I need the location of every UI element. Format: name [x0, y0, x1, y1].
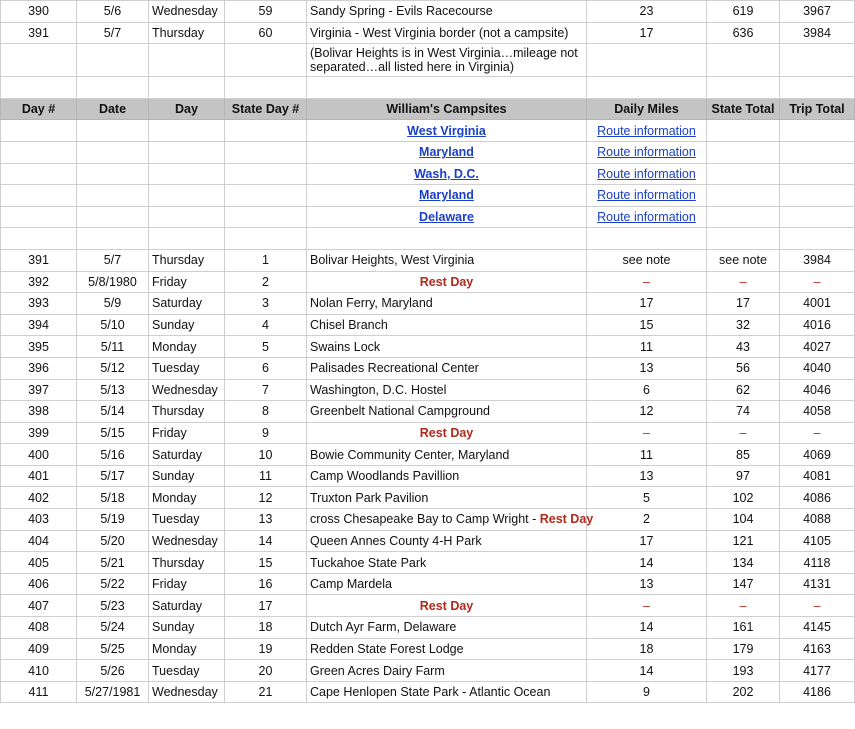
campsite-cell	[307, 595, 587, 617]
date: 5/12	[77, 357, 149, 379]
date: 5/26	[77, 660, 149, 682]
table-row	[1, 465, 855, 487]
trip-total: 3984	[780, 249, 855, 271]
date: 5/8/1980	[77, 271, 149, 293]
table-row	[1, 379, 855, 401]
rest-day-label: Rest Day	[419, 274, 474, 289]
campsite-cell	[307, 422, 587, 444]
state-total: 161	[707, 617, 780, 639]
table-row	[1, 552, 855, 574]
trip-total: 4163	[780, 638, 855, 660]
campsite-name: cross Chesapeake Bay to Camp Wright -	[310, 512, 540, 527]
trip-total: 4081	[780, 465, 855, 487]
state-link-cell	[307, 206, 587, 228]
daily-miles: 9	[587, 681, 707, 703]
trip-total: 4145	[780, 617, 855, 639]
state-day: 13	[225, 509, 307, 531]
campsite-name: Green Acres Dairy Farm	[307, 660, 587, 682]
trip-total: 4088	[780, 509, 855, 531]
daily-miles: see note	[587, 249, 707, 271]
state-total: 636	[707, 22, 780, 44]
empty-cell	[1, 120, 77, 142]
trip-total: 3967	[780, 1, 855, 23]
daily-miles: 14	[587, 617, 707, 639]
state-total: –	[707, 595, 780, 617]
weekday: Monday	[149, 487, 225, 509]
campsite-name: Queen Annes County 4-H Park	[307, 530, 587, 552]
empty-cell	[77, 120, 149, 142]
empty-cell	[707, 120, 780, 142]
trip-total: 3984	[780, 22, 855, 44]
date: 5/21	[77, 552, 149, 574]
header-campsites: William's Campsites	[307, 98, 587, 120]
state-total: see note	[707, 249, 780, 271]
spacer-row	[1, 77, 855, 99]
day-number: 403	[1, 509, 77, 531]
spacer-row	[1, 228, 855, 250]
state-link[interactable]: Maryland	[419, 188, 474, 203]
day-number: 390	[1, 1, 77, 23]
trip-total: 4131	[780, 573, 855, 595]
state-link[interactable]: Delaware	[419, 210, 474, 225]
weekday: Monday	[149, 336, 225, 358]
day-number: 409	[1, 638, 77, 660]
empty-cell	[1, 206, 77, 228]
table-row	[1, 681, 855, 703]
state-link-row	[1, 120, 855, 142]
table-row	[1, 617, 855, 639]
header-day: Day	[149, 98, 225, 120]
state-day: 10	[225, 444, 307, 466]
table-row	[1, 487, 855, 509]
header-daily-miles: Daily Miles	[587, 98, 707, 120]
date: 5/23	[77, 595, 149, 617]
weekday: Monday	[149, 638, 225, 660]
empty-cell	[225, 120, 307, 142]
trip-total: –	[780, 422, 855, 444]
weekday: Friday	[149, 422, 225, 444]
state-link-cell	[307, 120, 587, 142]
campsite-cell	[307, 271, 587, 293]
day-number: 404	[1, 530, 77, 552]
state-day: 3	[225, 293, 307, 315]
note-row	[1, 44, 855, 77]
trip-total: 4001	[780, 293, 855, 315]
date: 5/16	[77, 444, 149, 466]
state-link-row	[1, 185, 855, 207]
daily-miles: –	[587, 271, 707, 293]
trip-total: 4105	[780, 530, 855, 552]
day-number: 393	[1, 293, 77, 315]
date: 5/24	[77, 617, 149, 639]
day-number: 410	[1, 660, 77, 682]
date: 5/7	[77, 22, 149, 44]
state-day: 2	[225, 271, 307, 293]
daily-miles: –	[587, 422, 707, 444]
header-trip-total: Trip Total	[780, 98, 855, 120]
state-total: 619	[707, 1, 780, 23]
day-number: 400	[1, 444, 77, 466]
table-row	[1, 595, 855, 617]
campsite-name: Nolan Ferry, Maryland	[307, 293, 587, 315]
empty-cell	[149, 141, 225, 163]
trip-total: –	[780, 595, 855, 617]
state-total: 56	[707, 357, 780, 379]
campsite-cell	[307, 509, 594, 531]
empty-cell	[707, 163, 780, 185]
state-link-row	[1, 206, 855, 228]
weekday: Sunday	[149, 465, 225, 487]
campsite-name: Washington, D.C. Hostel	[307, 379, 587, 401]
day-number: 394	[1, 314, 77, 336]
campsite-name: Camp Mardela	[307, 573, 587, 595]
date: 5/9	[77, 293, 149, 315]
state-total: 102	[707, 487, 780, 509]
header-state-total: State Total	[707, 98, 780, 120]
state-total: 134	[707, 552, 780, 574]
state-link-cell	[307, 185, 587, 207]
empty-cell	[707, 206, 780, 228]
table-row	[1, 249, 855, 271]
date: 5/22	[77, 573, 149, 595]
table-row	[1, 336, 855, 358]
header-date: Date	[77, 98, 149, 120]
date: 5/17	[77, 465, 149, 487]
empty-cell	[149, 120, 225, 142]
rest-day-label: Rest Day	[419, 598, 474, 613]
trip-total: 4058	[780, 401, 855, 423]
day-number: 395	[1, 336, 77, 358]
day-number: 399	[1, 422, 77, 444]
route-link-cell	[587, 185, 707, 207]
header-row	[1, 98, 855, 120]
campsite-name: Virginia - West Virginia border (not a campsite)	[307, 22, 587, 44]
empty-cell	[780, 185, 855, 207]
table-row	[1, 509, 855, 531]
empty-cell	[149, 206, 225, 228]
state-day: 20	[225, 660, 307, 682]
weekday: Thursday	[149, 249, 225, 271]
campsite-name: Dutch Ayr Farm, Delaware	[307, 617, 587, 639]
trip-total: 4040	[780, 357, 855, 379]
campsite-rows	[1, 249, 855, 702]
state-total: 85	[707, 444, 780, 466]
route-link-cell	[587, 120, 707, 142]
state-total: –	[707, 422, 780, 444]
trip-total: 4069	[780, 444, 855, 466]
day-number: 391	[1, 249, 77, 271]
state-day: 9	[225, 422, 307, 444]
state-day: 5	[225, 336, 307, 358]
daily-miles: 6	[587, 379, 707, 401]
trip-total: 4118	[780, 552, 855, 574]
daily-miles: 17	[587, 293, 707, 315]
date: 5/10	[77, 314, 149, 336]
mileage-note: (Bolivar Heights is in West Virginia…mileage not separated…all listed here in Virginia)	[307, 44, 587, 77]
empty-cell	[1, 163, 77, 185]
table-row	[1, 530, 855, 552]
campsite-name: Truxton Park Pavilion	[307, 487, 587, 509]
trip-total: 4046	[780, 379, 855, 401]
trip-total: 4016	[780, 314, 855, 336]
date: 5/11	[77, 336, 149, 358]
state-total: 74	[707, 401, 780, 423]
daily-miles: 23	[587, 1, 707, 23]
campsite-name: Palisades Recreational Center	[307, 357, 587, 379]
date: 5/18	[77, 487, 149, 509]
state-day: 60	[225, 22, 307, 44]
date: 5/27/1981	[77, 681, 149, 703]
date: 5/7	[77, 249, 149, 271]
route-information-link[interactable]: Route information	[597, 188, 696, 203]
weekday: Thursday	[149, 552, 225, 574]
state-link-rows	[1, 120, 855, 228]
table-row	[1, 271, 855, 293]
day-number: 391	[1, 22, 77, 44]
state-link-cell	[307, 163, 587, 185]
empty-cell	[780, 141, 855, 163]
empty-cell	[225, 141, 307, 163]
daily-miles: 5	[587, 487, 707, 509]
empty-cell	[77, 185, 149, 207]
daily-miles: 17	[587, 22, 707, 44]
empty-cell	[225, 163, 307, 185]
campsite-name: Tuckahoe State Park	[307, 552, 587, 574]
state-link-row	[1, 141, 855, 163]
empty-cell	[780, 206, 855, 228]
rest-day-label: Rest Day	[539, 512, 594, 527]
empty-cell	[707, 141, 780, 163]
date: 5/6	[77, 1, 149, 23]
state-total: 104	[707, 509, 780, 531]
state-total: –	[707, 271, 780, 293]
weekday: Sunday	[149, 617, 225, 639]
date: 5/20	[77, 530, 149, 552]
state-total: 121	[707, 530, 780, 552]
trip-total: 4186	[780, 681, 855, 703]
weekday: Thursday	[149, 22, 225, 44]
campsite-name: Swains Lock	[307, 336, 587, 358]
state-day: 11	[225, 465, 307, 487]
empty-cell	[780, 163, 855, 185]
empty-cell	[1, 185, 77, 207]
campsite-name: Sandy Spring - Evils Racecourse	[307, 1, 587, 23]
daily-miles: –	[587, 595, 707, 617]
daily-miles: 13	[587, 573, 707, 595]
top-rows	[1, 1, 855, 44]
campsite-name: Greenbelt National Campground	[307, 401, 587, 423]
empty-cell	[77, 163, 149, 185]
day-number: 406	[1, 573, 77, 595]
empty-cell	[149, 185, 225, 207]
table-row	[1, 401, 855, 423]
campsite-name: Cape Henlopen State Park - Atlantic Ocean	[307, 681, 587, 703]
day-number: 396	[1, 357, 77, 379]
state-total: 62	[707, 379, 780, 401]
campsite-name: Bowie Community Center, Maryland	[307, 444, 587, 466]
weekday: Tuesday	[149, 357, 225, 379]
daily-miles: 11	[587, 336, 707, 358]
weekday: Friday	[149, 271, 225, 293]
table-row	[1, 22, 855, 44]
weekday: Wednesday	[149, 681, 225, 703]
table-row	[1, 357, 855, 379]
state-day: 7	[225, 379, 307, 401]
state-link-cell	[307, 141, 587, 163]
state-day: 4	[225, 314, 307, 336]
daily-miles: 12	[587, 401, 707, 423]
trip-total: 4177	[780, 660, 855, 682]
empty-cell	[77, 141, 149, 163]
state-total: 17	[707, 293, 780, 315]
date: 5/13	[77, 379, 149, 401]
empty-cell	[225, 185, 307, 207]
state-day: 1	[225, 249, 307, 271]
route-information-link[interactable]: Route information	[597, 210, 696, 225]
state-day: 21	[225, 681, 307, 703]
empty-cell	[707, 185, 780, 207]
date: 5/14	[77, 401, 149, 423]
campsite-name: Bolivar Heights, West Virginia	[307, 249, 587, 271]
trip-total: 4086	[780, 487, 855, 509]
empty-cell	[77, 206, 149, 228]
daily-miles: 18	[587, 638, 707, 660]
empty-cell	[149, 163, 225, 185]
state-day: 8	[225, 401, 307, 423]
empty-cell	[780, 120, 855, 142]
state-day: 15	[225, 552, 307, 574]
state-total: 43	[707, 336, 780, 358]
weekday: Saturday	[149, 293, 225, 315]
state-day: 18	[225, 617, 307, 639]
weekday: Tuesday	[149, 509, 225, 531]
day-number: 401	[1, 465, 77, 487]
table-row	[1, 573, 855, 595]
route-information-link[interactable]: Route information	[597, 123, 696, 138]
table-row	[1, 638, 855, 660]
date: 5/25	[77, 638, 149, 660]
state-day: 17	[225, 595, 307, 617]
state-link[interactable]: Maryland	[419, 145, 474, 160]
trip-total: 4027	[780, 336, 855, 358]
trip-total: –	[780, 271, 855, 293]
table-row	[1, 422, 855, 444]
day-number: 402	[1, 487, 77, 509]
day-number: 411	[1, 681, 77, 703]
state-day: 12	[225, 487, 307, 509]
state-total: 179	[707, 638, 780, 660]
day-number: 392	[1, 271, 77, 293]
table-row	[1, 293, 855, 315]
state-total: 193	[707, 660, 780, 682]
weekday: Thursday	[149, 401, 225, 423]
daily-miles: 14	[587, 552, 707, 574]
weekday: Tuesday	[149, 660, 225, 682]
date: 5/15	[77, 422, 149, 444]
state-link[interactable]: Wash, D.C.	[414, 166, 479, 181]
weekday: Saturday	[149, 444, 225, 466]
campsite-name: Redden State Forest Lodge	[307, 638, 587, 660]
campsite-name: Chisel Branch	[307, 314, 587, 336]
table-row	[1, 660, 855, 682]
day-number: 407	[1, 595, 77, 617]
state-day: 16	[225, 573, 307, 595]
daily-miles: 17	[587, 530, 707, 552]
daily-miles: 2	[587, 509, 707, 531]
daily-miles: 13	[587, 465, 707, 487]
daily-miles: 13	[587, 357, 707, 379]
state-total: 147	[707, 573, 780, 595]
header-day-num: Day #	[1, 98, 77, 120]
state-day: 14	[225, 530, 307, 552]
weekday: Sunday	[149, 314, 225, 336]
day-number: 405	[1, 552, 77, 574]
rest-day-label: Rest Day	[419, 425, 474, 440]
empty-cell	[1, 141, 77, 163]
state-day: 6	[225, 357, 307, 379]
state-total: 32	[707, 314, 780, 336]
state-link[interactable]: West Virginia	[407, 123, 486, 138]
campsite-name: Camp Woodlands Pavillion	[307, 465, 587, 487]
state-day: 59	[225, 1, 307, 23]
weekday: Saturday	[149, 595, 225, 617]
daily-miles: 14	[587, 660, 707, 682]
state-total: 97	[707, 465, 780, 487]
table-row	[1, 444, 855, 466]
route-link-cell	[587, 141, 707, 163]
weekday: Wednesday	[149, 379, 225, 401]
daily-miles: 15	[587, 314, 707, 336]
state-total: 202	[707, 681, 780, 703]
table-row	[1, 314, 855, 336]
header-state-day: State Day #	[225, 98, 307, 120]
state-link-row	[1, 163, 855, 185]
day-number: 397	[1, 379, 77, 401]
date: 5/19	[77, 509, 149, 531]
route-information-link[interactable]: Route information	[597, 166, 696, 181]
day-number: 408	[1, 617, 77, 639]
weekday: Wednesday	[149, 530, 225, 552]
daily-miles: 11	[587, 444, 707, 466]
route-link-cell	[587, 163, 707, 185]
state-day: 19	[225, 638, 307, 660]
table-row	[1, 1, 855, 23]
route-information-link[interactable]: Route information	[597, 145, 696, 160]
route-link-cell	[587, 206, 707, 228]
weekday: Wednesday	[149, 1, 225, 23]
day-number: 398	[1, 401, 77, 423]
empty-cell	[225, 206, 307, 228]
weekday: Friday	[149, 573, 225, 595]
